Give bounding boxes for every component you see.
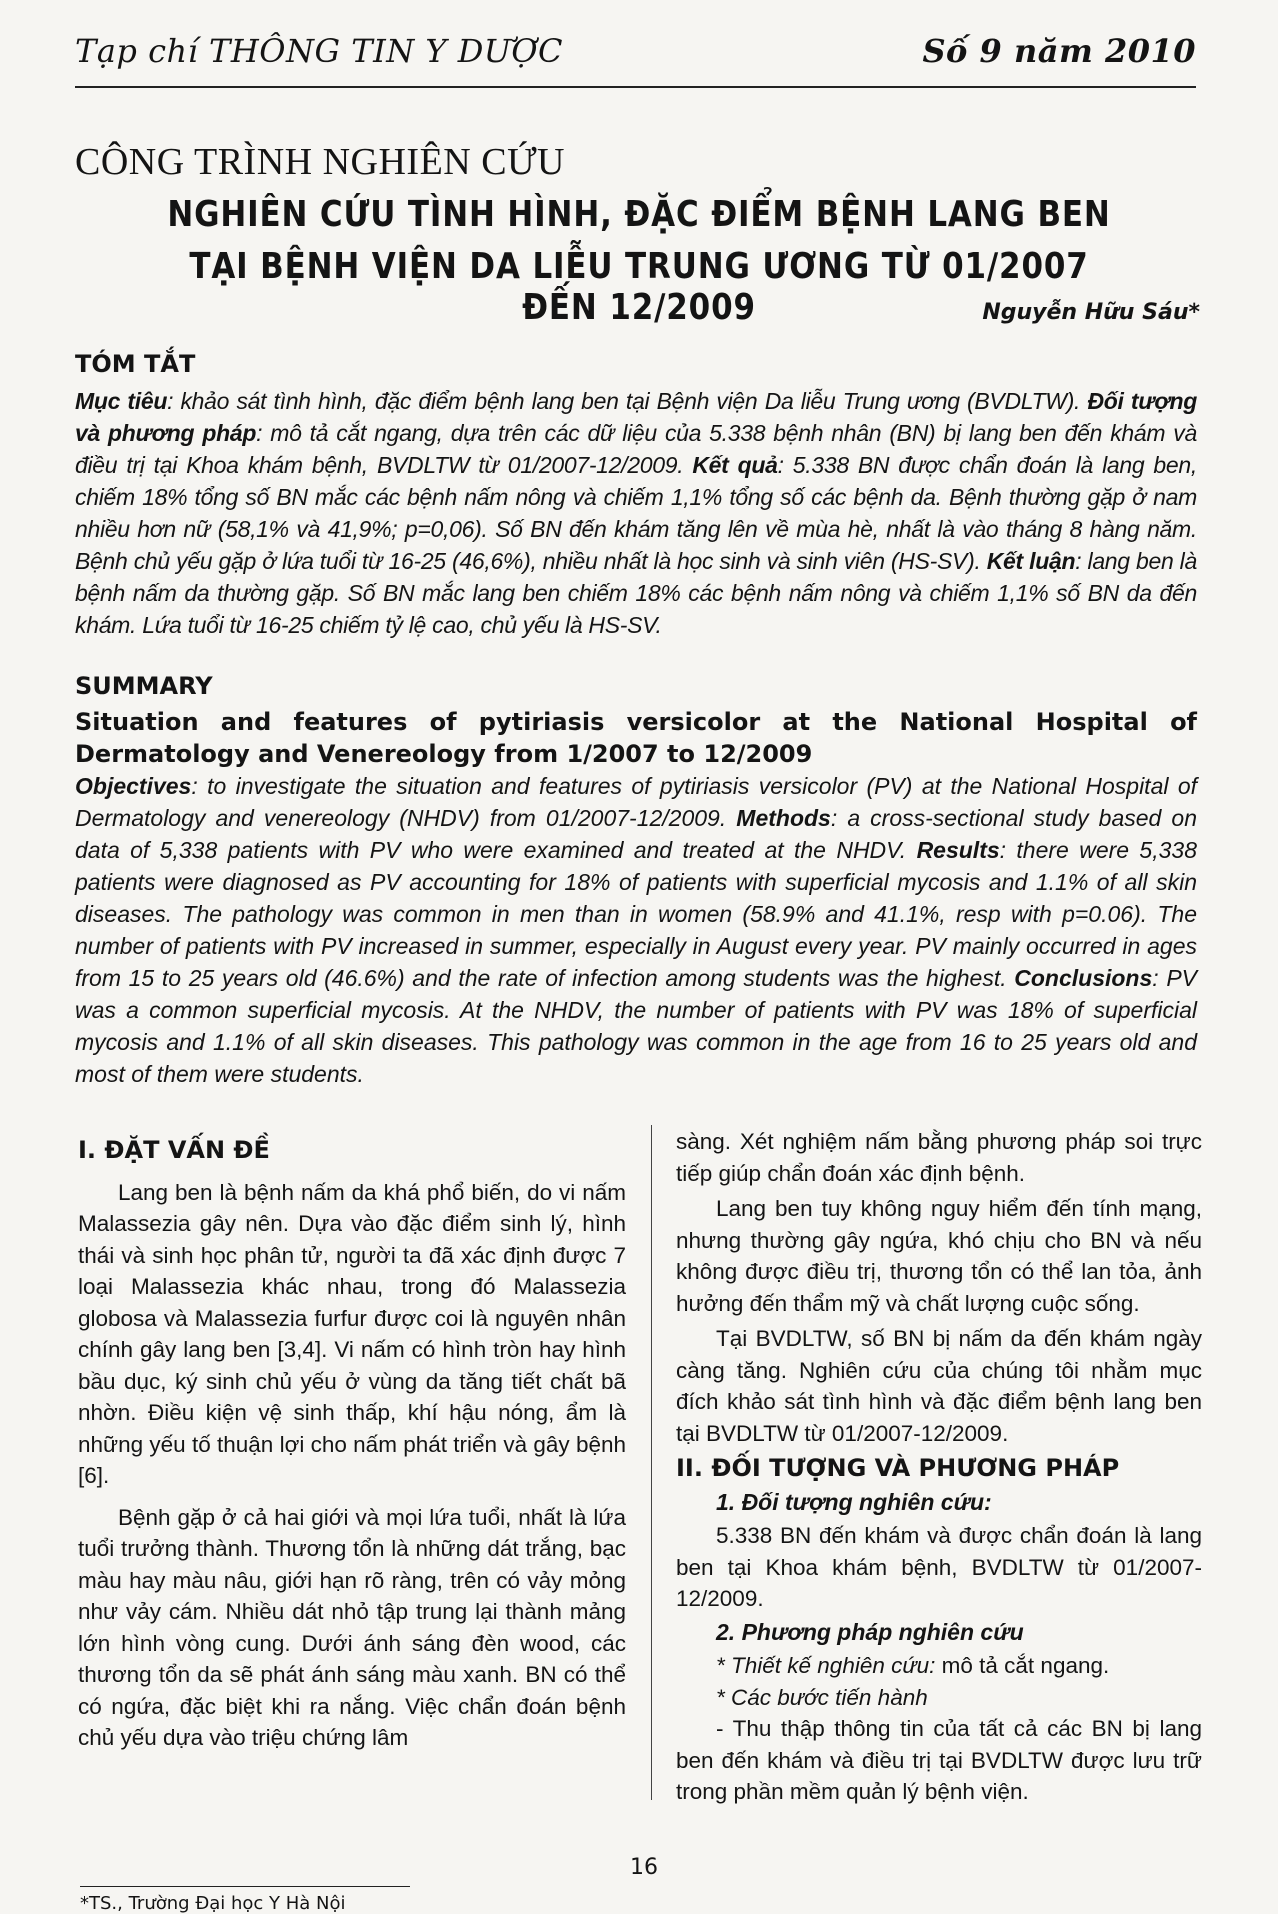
abstract-vi-heading: TÓM TẮT — [75, 350, 196, 378]
section-type: CÔNG TRÌNH NGHIÊN CỨU — [75, 141, 565, 183]
right-paragraph-1: Lang ben tuy không nguy hiểm đến tính mạng, nhưng thường gây ngứa, khó chịu cho BN và nếu không được điều trị, thương tổn có thể lan tỏa, ảnh hưởng đến thẩm mỹ và chất lượng cuộc sống. — [676, 1196, 1202, 1316]
objectives-vi: : khảo sát tình hình, đặc điểm bệnh lang ben tại Bệnh viện Da liễu Trung ương (BVDLTW). — [167, 388, 1088, 414]
methods-en: : a cross-sectional study based on data of 5,338 patients with PV who were examined and treated at the NHDV. — [75, 805, 1197, 863]
footnote: *TS., Trường Đại học Y Hà Nội — [80, 1893, 346, 1914]
label-results-en: Results — [916, 837, 1000, 863]
label-conclusion-vi: Kết luận — [986, 548, 1076, 574]
conclusions-en: : PV was a common superficial mycosis. At the NHDV, the number of patients with PV was 18% of superficial mycosis and 1.1% of all skin diseases. This pathology was common in the age from 16 to 25 years old and most of them were students. — [75, 965, 1197, 1087]
right-paragraph-2: Tại BVDLTW, số BN bị nấm da đến khám ngày càng tăng. Nghiên cứu của chúng tôi nhằm mục đích khảo sát tình hình và đặc điểm bệnh lang ben tại BVDLTW từ 01/2007-12/2009. — [676, 1326, 1202, 1446]
column-divider — [651, 1125, 652, 1800]
subsection-1-text: 5.338 BN đến khám và được chẩn đoán là lang ben tại Khoa khám bệnh, BVDLTW từ 01/2007-12/2009. — [676, 1523, 1202, 1611]
study-design-label: * Thiết kế nghiên cứu: — [716, 1653, 936, 1678]
article-title-line-1: NGHIÊN CỨU TÌNH HÌNH, ĐẶC ĐIỂM BỆNH LANG BEN — [167, 194, 1111, 235]
section-1-heading: I. ĐẶT VẤN ĐỀ — [78, 1136, 270, 1164]
article-title-line-2: TẠI BỆNH VIỆN DA LIỄU TRUNG ƯƠNG TỪ 01/2007 ĐẾN 12/2009 — [189, 246, 1089, 328]
label-results-vi: Kết quả — [692, 452, 778, 478]
abstract-vi-body — [75, 385, 1197, 641]
author-name: Nguyễn Hữu Sáu* — [982, 300, 1200, 325]
subsection-2-heading: 2. Phương pháp nghiên cứu — [716, 1618, 1024, 1645]
study-design-text: mô tả cắt ngang. — [935, 1653, 1110, 1678]
steps-label: * Các bước tiến hành — [716, 1684, 928, 1710]
results-vi: : 5.338 BN được chẩn đoán là lang ben, chiếm 18% tổng số BN mắc các bệnh nấm nông và chiếm 1,1% tổng số các bệnh da. Bệnh thường gặp ở nam nhiều hơn nữ (58,1% và 41,9%; p=0,06). Số BN đến khám tăng lên về mùa hè, nhất là vào tháng 8 hàng năm. Bệnh chủ yếu gặp ở lứa tuổi từ 16-25 (46,6%), nhiều nhất là học sinh và sinh viên (HS-SV). — [75, 452, 1197, 574]
label-objectives-en: Objectives — [75, 773, 192, 799]
issue-number: Số 9 năm 2010 — [922, 32, 1196, 70]
results-en: : there were 5,338 patients were diagnosed as PV accounting for 18% of patients with superficial mycosis and 1.1% of all skin diseases. The pathology was common in men than in women (58.9% and 41.1%, resp with p=0.06). The number of patients with PV increased in summer, especially in August every year. PV mainly occurred in ages from 15 to 25 years old (46.6%) and the rate of infection among students was the highest. — [75, 837, 1197, 991]
section-1-paragraph-2: Bệnh gặp ở cả hai giới và mọi lứa tuổi, nhất là lứa tuổi trưởng thành. Thương tổn là những dát trắng, bạc màu hay màu nâu, giới hạn rõ ràng, trên có vảy mỏng như vảy cám. Nhiều dát nhỏ tập trung lại thành mảng lớn hình vòng cung. Dưới ánh sáng đèn wood, các thương tổn da sẽ phát ánh sáng màu xanh. BN có thể có ngứa, đặc biệt khi ra nắng. Việc chẩn đoán bệnh chủ yếu dựa vào triệu chứng lâm — [78, 1504, 626, 1750]
left-column — [78, 1135, 626, 1764]
subsection-1-heading: 1. Đối tượng nghiên cứu: — [716, 1488, 992, 1515]
abstract-en-body — [75, 770, 1197, 1090]
english-title: Situation and features of pytiriasis versicolor at the National Hospital of Dermatology and Venereology from 1/2007 to 12/2009 — [75, 708, 1197, 768]
label-methods-vi: Đối tượng và phương pháp — [75, 388, 1198, 446]
header-divider — [75, 86, 1196, 88]
label-methods-en: Methods — [736, 805, 831, 831]
conclusion-vi: : lang ben là bệnh nấm da thường gặp. Số BN mắc lang ben chiếm 18% các bệnh nấm nông và chiếm 1,1% số BN da đến khám. Lứa tuổi từ 16-25 chiếm tỷ lệ cao, chủ yếu là HS-SV. — [75, 548, 1197, 638]
right-column — [676, 1126, 1202, 1818]
abstract-en-heading: SUMMARY — [75, 672, 213, 700]
objectives-en: : to investigate the situation and features of pytiriasis versicolor (PV) at the National Hospital of Dermatology and venereology (NHDV) from 01/2007-12/2009. — [75, 773, 1197, 831]
study-design-line — [676, 1650, 1202, 1682]
journal-name: Tạp chí THÔNG TIN Y DƯỢC — [75, 32, 564, 70]
label-conclusions-en: Conclusions — [1014, 965, 1153, 991]
label-objectives-vi: Mục tiêu — [75, 388, 168, 414]
right-paragraph-0: sàng. Xét nghiệm nấm bằng phương pháp soi trực tiếp giúp chẩn đoán xác định bệnh. — [676, 1129, 1202, 1186]
page-number: 16 — [630, 1855, 658, 1880]
section-1-paragraph-1: Lang ben là bệnh nấm da khá phổ biến, do vi nấm Malassezia gây nên. Dựa vào đặc điểm sinh lý, hình thái và sinh học phân tử, người ta đã xác định được 7 loại Malassezia khác nhau, trong đó Malassezia globosa và Malassezia furfur được coi là nguyên nhân chính gây lang ben [3,4]. Vi nấm có hình tròn hay hình bầu dục, ký sinh chủ yếu ở vùng da tăng tiết chất bã nhờn. Điều kiện vệ sinh thấp, khí hậu nóng, ẩm là những yếu tố thuận lợi cho nấm phát triển và gây bệnh [6]. — [78, 1179, 626, 1488]
methods-vi: : mô tả cắt ngang, dựa trên các dữ liệu của 5.338 bệnh nhân (BN) bị lang ben đến khám và điều trị tại Khoa khám bệnh, BVDLTW từ 01/2007-12/2009. — [75, 420, 1197, 478]
section-2-heading: II. ĐỐI TƯỢNG VÀ PHƯƠNG PHÁP — [676, 1454, 1120, 1482]
steps-text: - Thu thập thông tin của tất cả các BN bị lang ben đến khám và điều trị tại BVDLTW được lưu trữ trong phần mềm quản lý bệnh viện. — [676, 1716, 1202, 1804]
footnote-divider — [80, 1886, 410, 1887]
